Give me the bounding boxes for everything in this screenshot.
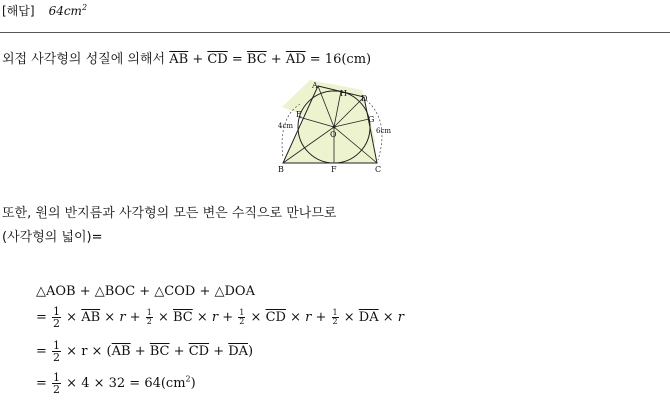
label-e: E [296, 110, 302, 119]
area-label: (사각형의 넓이)= [2, 230, 103, 245]
tangential-property-line: 외접 사각형의 성질에 의해서 $\overline{AB} + \overline{CD} = \overline{BC} + \overline{AD} = 16(cm)$ [2, 52, 372, 67]
equation-half-products: = $\frac{1}{2}$ × $\overline{AB} \times r$ + $\frac{1}{2}$ × $\overline{BC} \times r$ + $\frac{1}{2}$ × $\overline{CD} \times r$ + $\frac{1}{2}$ × $\overline{DA} \times r$ [36, 305, 404, 330]
label-f: F [331, 165, 337, 174]
answer-value: $64cm^2$ [48, 3, 88, 18]
equation-triangles: △AOB + △BOC + △COD + △DOA [36, 284, 255, 299]
dim-left: 4cm [278, 122, 294, 130]
dim-right: 6cm [376, 127, 392, 135]
label-c: C [375, 165, 382, 174]
answer-label: [해답] [2, 4, 35, 18]
label-a: A [312, 81, 318, 90]
label-d: D [361, 94, 368, 103]
perpendicular-note: 또한, 원의 반지름과 사각형의 모든 변은 수직으로 만나므로 [2, 206, 337, 221]
label-o: O [330, 130, 337, 139]
label-h: H [340, 89, 347, 98]
label-b: B [278, 165, 284, 174]
divider [0, 32, 670, 33]
inscribed-circle-figure [270, 78, 410, 178]
label-g: G [368, 115, 375, 124]
equation-result: = $\frac{1}{2}$ × $4 \times 32 = 64(cm^2)$ [36, 371, 196, 396]
answer-header [2, 2, 87, 19]
equation-factored: = $\frac{1}{2}$ × $r \times (\overline{AB} + \overline{BC} + \overline{CD} + \overline{DA})$ [36, 339, 254, 364]
